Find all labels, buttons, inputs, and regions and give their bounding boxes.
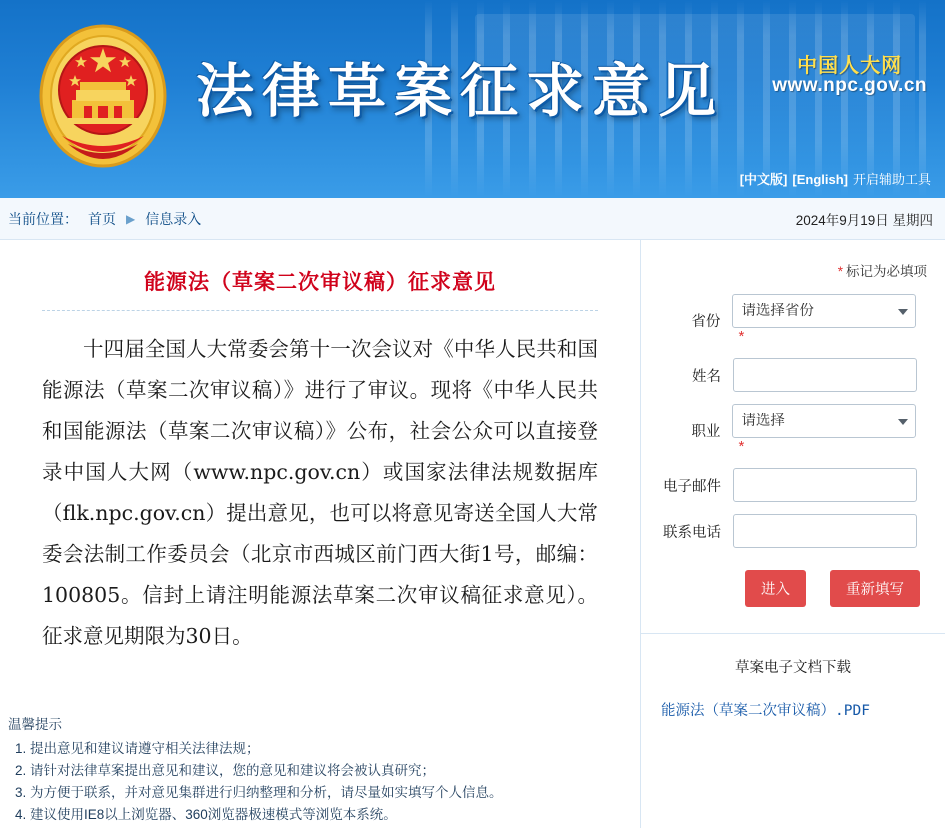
- title-divider: [42, 310, 598, 311]
- chevron-right-icon: ▶: [126, 211, 136, 226]
- list-item: 4. 建议使用IE8以上浏览器、360浏览器极速模式等浏览本系统。: [30, 804, 633, 826]
- province-select-wrapper[interactable]: [732, 294, 916, 328]
- name-input[interactable]: [733, 358, 917, 392]
- email-label: 电子邮件: [663, 478, 721, 495]
- form-row-province: [655, 294, 931, 346]
- form-row-phone: [655, 514, 931, 548]
- breadcrumb: [0, 198, 945, 240]
- submit-button[interactable]: 进入: [745, 570, 806, 607]
- form-buttons: [745, 570, 931, 607]
- required-star: *: [837, 264, 843, 279]
- form-panel: [640, 240, 945, 828]
- link-english-version[interactable]: [English]: [792, 172, 848, 187]
- email-input[interactable]: [733, 468, 917, 502]
- document-body: 十四届全国人大常委会第十一次会议对《中华人民共和国能源法（草案二次审议稿）》进行了审议。现将《中华人民共和国能源法（草案二次审议稿）》公布，社会公众可以直接登录中国人大网（www.npc.gov.cn）或国家法律法规数据库（flk.npc.gov.cn）提出意见，也可以将意见寄送全国人大常委会法制工作委员会（北京市西城区前门西大街1号，邮编：100805。信封上请注明能源法草案二次审议稿征求意见）。征求意见期限为30日。: [42, 337, 598, 648]
- download-link[interactable]: [655, 699, 931, 720]
- province-label: 省份: [691, 313, 721, 330]
- list-item: 1. 提出意见和建议请遵守相关法律法规；: [30, 738, 633, 760]
- phone-label: 联系电话: [663, 524, 721, 541]
- list-item: 3. 为方便于联系，并对意见集群进行归纳整理和分析，请尽量如实填写个人信息。: [30, 782, 633, 804]
- reset-button[interactable]: 重新填写: [830, 570, 920, 607]
- banner-language-links: [740, 169, 931, 188]
- page-title: 能源法（草案二次审议稿）征求意见: [144, 269, 496, 294]
- npc-logo[interactable]: [772, 54, 927, 97]
- tips-section: [8, 714, 633, 826]
- current-date: 2024年9月19日 星期四: [795, 212, 933, 228]
- occupation-select[interactable]: [732, 404, 916, 438]
- download-title: 草案电子文档下载: [735, 660, 851, 676]
- download-file-name: 能源法（草案二次审议稿）: [661, 703, 835, 719]
- npc-logo-url: www.npc.gov.cn: [772, 75, 927, 96]
- required-star: *: [738, 328, 745, 345]
- tips-title: 温馨提示: [8, 717, 62, 732]
- npc-logo-cn: 中国人大网: [797, 53, 903, 77]
- link-chinese-version[interactable]: [中文版]: [739, 172, 788, 187]
- list-item: 2. 请针对法律草案提出意见和建议，您的意见和建议将会被认真研究；: [30, 760, 633, 782]
- required-note-label: 标记为必填项: [846, 264, 927, 279]
- site-banner: [0, 0, 945, 198]
- required-note: [655, 260, 927, 280]
- form-row-email: [655, 468, 931, 502]
- download-file-ext: .PDF: [835, 703, 870, 719]
- required-star: *: [738, 438, 745, 455]
- document-panel: [0, 240, 640, 828]
- banner-title: 法律草案征求意见: [196, 57, 725, 125]
- tips-list: [8, 738, 633, 826]
- main-content: [0, 240, 945, 828]
- link-accessibility-tool[interactable]: 开启辅助工具: [852, 172, 931, 187]
- breadcrumb-current: 信息录入: [145, 210, 202, 227]
- form-row-occupation: [655, 404, 931, 456]
- breadcrumb-home-link[interactable]: 首页: [88, 210, 116, 227]
- breadcrumb-label: 当前位置：: [8, 210, 78, 227]
- province-select[interactable]: [732, 294, 916, 328]
- phone-input[interactable]: [733, 514, 917, 548]
- occupation-label: 职业: [691, 423, 721, 440]
- national-emblem-icon: [32, 18, 174, 178]
- occupation-select-wrapper[interactable]: [732, 404, 916, 438]
- form-row-name: [655, 358, 931, 392]
- panel-divider: [641, 633, 945, 634]
- name-label: 姓名: [692, 368, 721, 385]
